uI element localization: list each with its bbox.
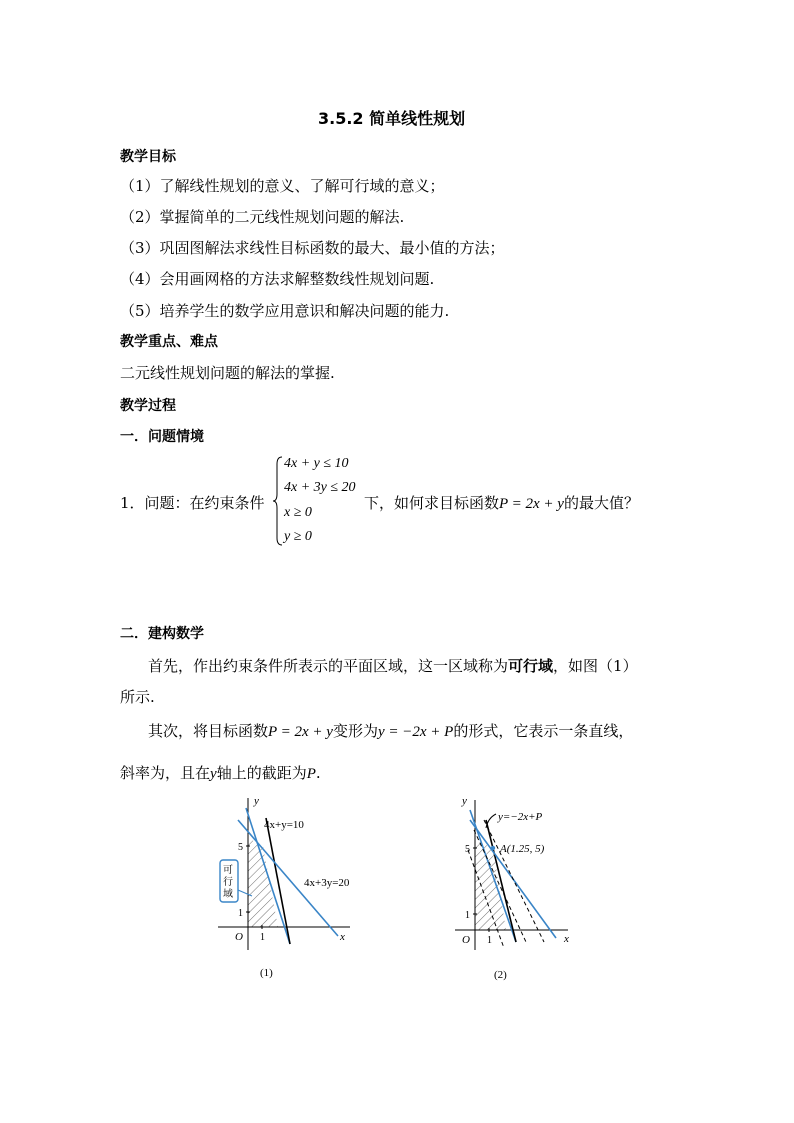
region-char-1: 可 [223, 865, 233, 876]
para3-text: 斜率为，且在 [120, 764, 211, 782]
objective-item: （1）了解线性规划的意义、了解可行域的意义； [120, 177, 445, 195]
constraint-brace [273, 456, 283, 546]
x-label: x [564, 933, 569, 945]
para3-end: . [315, 764, 321, 782]
problem-prefix: 1．问题：在约束条件 [120, 494, 265, 512]
objectives-heading: 教学目标 [120, 149, 176, 165]
point-a-label: A(1.25, 5) [500, 843, 545, 855]
line1-label: 4x+y=10 [264, 819, 304, 831]
para2-text: 其次，将目标函数 [148, 722, 269, 740]
key-points-text: 二元线性规划问题的解法的掌握. [120, 364, 335, 382]
objective-item: （5）培养学生的数学应用意识和解决问题的能力. [120, 302, 450, 320]
y-label: y [254, 795, 259, 807]
paragraph-1 [148, 655, 638, 676]
feasible-region-term: 可行域 [508, 657, 554, 675]
problem-middle: 下，如何求目标函数 [364, 494, 500, 512]
y1-label: 1 [465, 910, 470, 921]
x1-label: 1 [260, 932, 265, 943]
figure-1 [210, 790, 370, 990]
origin-label: O [235, 931, 243, 943]
point-a [491, 846, 495, 850]
key-points-heading: 教学重点、难点 [120, 334, 218, 350]
para3-text-2: 轴上的截距为 [216, 764, 307, 782]
objective-function-2: P = 2x + y [268, 724, 333, 740]
paragraph-1-cont: 所示. [120, 688, 155, 706]
objective-item: （2）掌握简单的二元线性规划问题的解法. [120, 208, 405, 226]
page-title: 3.5.2 简单线性规划 [318, 109, 466, 128]
x1-label: 1 [487, 935, 492, 946]
var-p: P [306, 766, 316, 782]
x-label: x [340, 931, 345, 943]
para1-text: 首先，作出约束条件所表示的平面区域，这一区域称为 [148, 657, 509, 675]
figure1-caption: (1) [260, 967, 273, 979]
region-char-2: 行 [223, 877, 233, 888]
y5-label: 5 [238, 842, 243, 853]
constraint-4: y ≥ 0 [284, 529, 312, 544]
line-form: y = −2x + P [377, 724, 454, 740]
line2-label: 4x+3y=20 [304, 877, 350, 889]
section2-heading: 二．建构数学 [120, 626, 204, 642]
para2-tail: 的形式，它表示一条直线， [453, 722, 634, 740]
constraint-3: x ≥ 0 [284, 505, 312, 520]
objective-function: P = 2x + y [499, 496, 564, 512]
objective-item: （3）巩固图解法求线性目标函数的最大、最小值的方法； [120, 239, 505, 257]
objective-line-label: y=−2x+P [498, 811, 543, 823]
constraint-1: 4x + y ≤ 10 [284, 456, 349, 471]
process-heading: 教学过程 [120, 398, 176, 414]
problem-suffix: 的最大值？ [563, 494, 639, 512]
y5-label: 5 [465, 844, 470, 855]
region-char-3: 域 [223, 889, 233, 900]
var-y: y [210, 766, 217, 782]
para2-transform: 变形为 [332, 722, 378, 740]
y-label: y [462, 795, 467, 807]
para1-figref: ，如图（1） [553, 657, 638, 675]
paragraph-2 [148, 720, 633, 741]
feasible-region [248, 838, 278, 927]
figure2-caption: (2) [494, 969, 507, 981]
objective-item: （4）会用画网格的方法求解整数线性规划问题. [120, 270, 435, 288]
y1-label: 1 [238, 908, 243, 919]
problem-text [364, 492, 639, 513]
paragraph-3 [120, 762, 321, 783]
section1-heading: 一．问题情境 [120, 429, 204, 445]
figure-2 [440, 790, 590, 990]
constraint-2: 4x + 3y ≤ 20 [284, 480, 356, 495]
origin-label: O [462, 934, 470, 946]
